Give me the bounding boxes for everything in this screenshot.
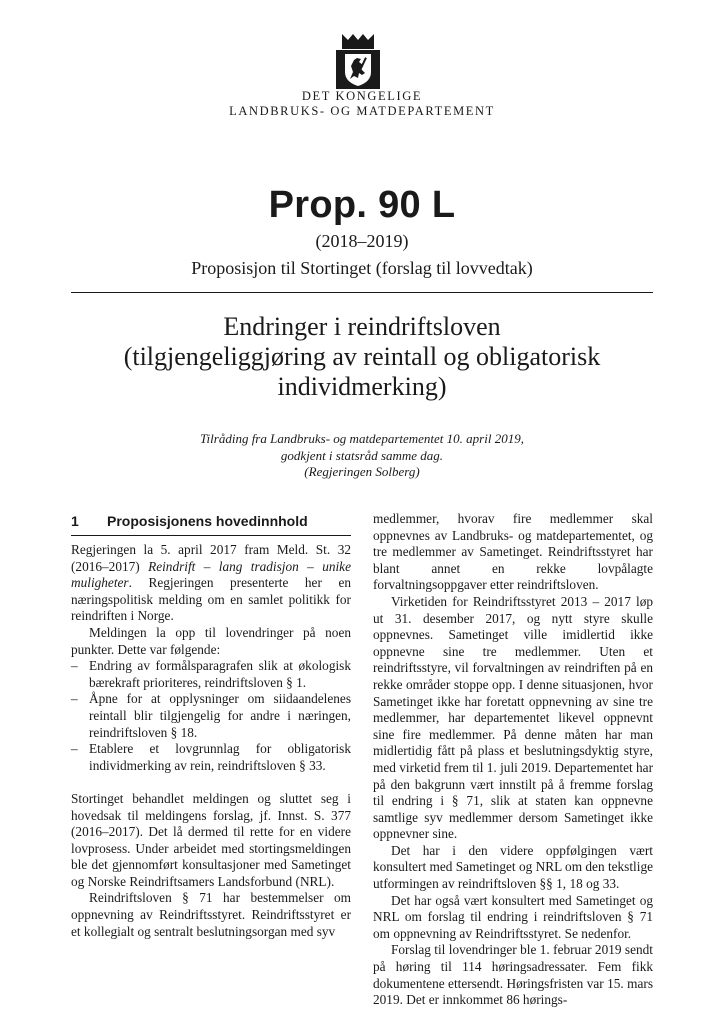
- report-title-emphasis: Reindrift – lang tradisjon – unike muligheter: [71, 558, 351, 591]
- proposition-title: Prop. 90 L: [268, 184, 456, 226]
- tilraading-line2: godkjent i statsråd samme dag.: [280, 448, 444, 463]
- coat-of-arms-icon: [334, 32, 382, 90]
- section-heading: [71, 513, 351, 529]
- document-title-line2: (tilgjengeliggjøring av reintall og obligatorisk: [123, 342, 601, 371]
- section-divider: [71, 535, 351, 536]
- list-item: – Endring av formålsparagrafen slik at økologisk bærekraft prioriteres, reindriftsloven § 1.: [71, 658, 351, 690]
- paragraph: Virketiden for Reindriftsstyret 2013 – 2017 løp ut 31. desember 2017, og nytt styre skulle oppnevnes. Sametinget ville imidlertid ikke oppnevne sine tre medlemmer. Uten et reindriftsstyre, vil forvaltningen av reindriften på en rekke områder stoppe opp. I denne situasjonen, hvor Sametinget ikke har foretatt oppnevning av sine tre medlemmer, har departementet likevel oppnevnt sine fire medlemmer. På denne måten har man midlertidig fått på plass et beslutningsdyktig styre, med virketid frem til 1. juli 2019. Departementet har på den bakgrunn vært innstilt på å fremme forslag til endring i § 71, slik at staten kan oppnevne samtlige syv medlemmer dersom Sametinget ikke oppnevner sine.: [373, 593, 653, 842]
- title-divider: [71, 292, 653, 293]
- proposition-subtitle: Proposisjon til Stortinget (forslag til lovvedtak): [191, 258, 533, 278]
- paragraph: Regjeringen la 5. april 2017 fram Meld. St. 32 (2016–2017) Reindrift – lang tradisjon – unike muligheter. Regjeringen presenterte her en næringspolitisk melding om en samlet politikk for reindriften i Norge.: [71, 542, 351, 624]
- list-item: – Etablere et lovgrunnlag for obligatorisk individmerking av rein, reindriftsloven § 33.: [71, 741, 351, 773]
- document-title-line3: individmerking): [277, 372, 447, 401]
- tilraading-line1: Tilråding fra Landbruks- og matdepartementet 10. april 2019,: [200, 431, 524, 446]
- list-item: – Åpne for at opplysninger om siidaandelenes reintall blir tilgjengelig for andre i næringen, reindriftsloven § 18.: [71, 691, 351, 740]
- tilraading-line3: (Regjeringen Solberg): [304, 464, 420, 479]
- paragraph-continued: medlemmer, hvorav fire medlemmer skal oppnevnes av Landbruks- og matdepartementet, og tre medlemmer av Sametinget. Reindriftsstyret har blant annet en rekke lovpålagte forvaltningsoppgaver etter reindriftsloven.: [373, 511, 653, 593]
- right-column: [373, 511, 653, 1009]
- paragraph: Reindriftsloven § 71 har bestemmelser om oppnevning av Reindriftsstyret. Reindriftsstyret er et kollegialt og sentralt beslutningsorgan med syv: [71, 890, 351, 939]
- ministry-name-line2: LANDBRUKS- OG MATDEPARTEMENT: [229, 104, 495, 118]
- paragraph: Det har også vært konsultert med Sametinget og NRL om forslag til endring i reindriftsloven § 71 om oppnevning av Reindriftsstyret. Se nedenfor.: [373, 892, 653, 941]
- paragraph: Det har i den videre oppfølgingen vært konsultert med Sametinget og NRL om den tekstlige utformingen av reindriftsloven §§ 1, 18 og 33.: [373, 842, 653, 892]
- paragraph: Stortinget behandlet meldingen og sluttet seg i hovedsak til meldingens forslag, jf. Innst. S. 377 (2016–2017). Det lå dermed til rette for en videre lovprosess. Under arbeidet med stortingsmeldingen ble det gjennomført konsultasjoner med Sametinget og Norske Reindriftsamers Landsforbund (NRL).: [71, 790, 351, 889]
- section-number: 1: [71, 513, 79, 529]
- proposition-years: (2018–2019): [315, 231, 409, 251]
- amendment-list: [71, 658, 351, 774]
- document-title-line1: Endringer i reindriftsloven: [223, 312, 501, 341]
- paragraph: Forslag til lovendringer ble 1. februar 2019 sendt på høring til 114 høringsadressater. Fem fikk dokumentene ettersendt. Høringsfristen var 15. mars 2019. Det er innkommet 86 hørings-: [373, 942, 653, 1008]
- paragraph: Meldingen la opp til lovendringer på noen punkter. Dette var følgende:: [71, 624, 351, 657]
- left-column: [71, 542, 351, 940]
- section-title: Proposisjonens hovedinnhold: [107, 513, 308, 529]
- ministry-name-line1: DET KONGELIGE: [301, 89, 423, 103]
